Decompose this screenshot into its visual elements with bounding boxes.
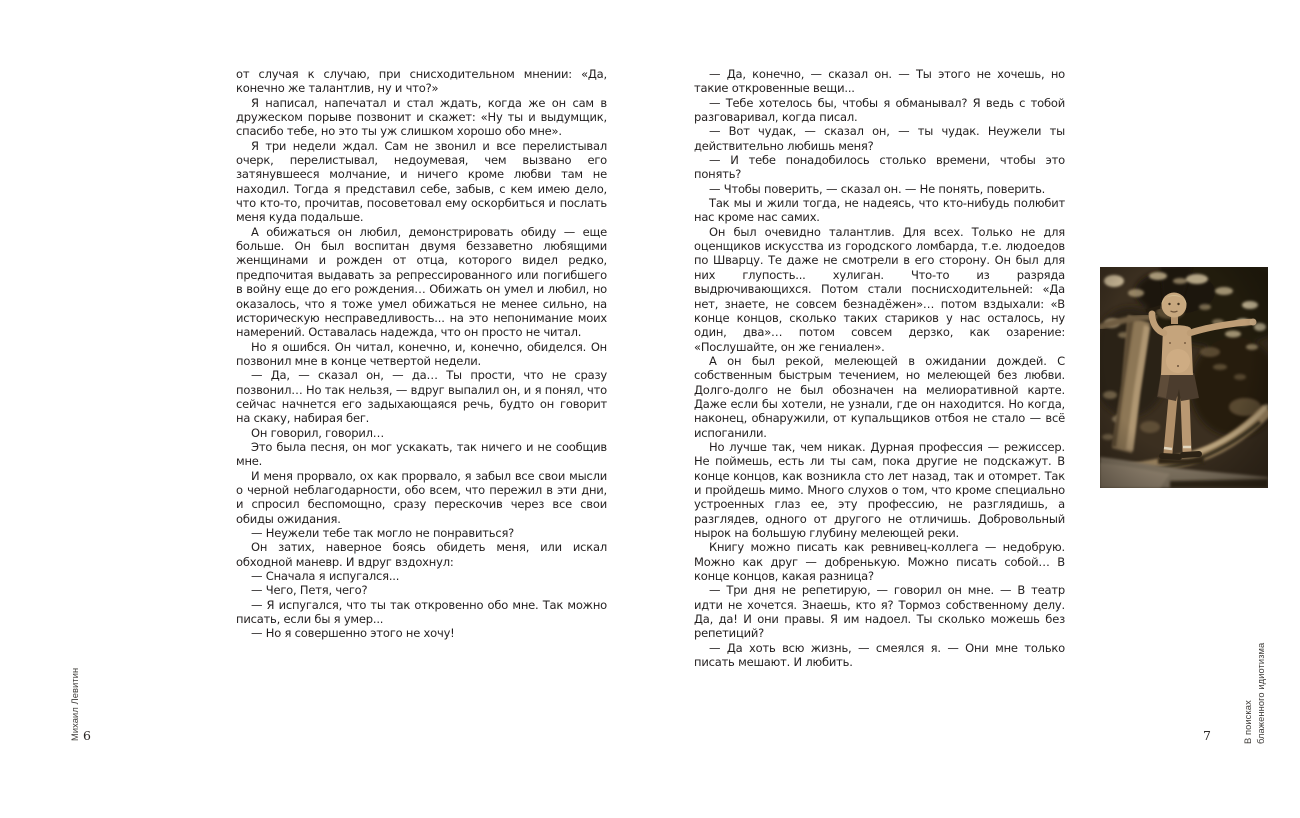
- paragraph: Но лучше так, чем никак. Дурная профессия — режиссер. Не поймешь, есть ли ты сам, пока другие не подскажут. В конце концов, как возникла сто лет назад, так и отомрет. Так и пройдешь мимо. Много слухов о том, что кроме специально устроенных глаз ее, эту профессию, не разглядишь, а разглядев, одного от другого не отличишь. Добровольный нырок на большую глубину мелеющей реки.: [694, 439, 1065, 540]
- paragraph: — Да, конечно, — сказал он. — Ты этого не хочешь, но такие откровенные вещи...: [694, 67, 1065, 96]
- paragraph: Но я ошибся. Он читал, конечно, и, конечно, обиделся. Он позвонил мне в конце четвертой недели.: [236, 339, 607, 368]
- paragraph: — Три дня не репетирую, — говорил он мне. — В театр идти не хочется. Знаешь, кто я? Тормоз собственному делу. Да, да! И они правы. Я им надоел. Ты сколько можешь без репетиций?: [694, 583, 1065, 641]
- page-number-right: 7: [1203, 728, 1211, 743]
- photo-boy-on-fallen-tree: [1100, 267, 1268, 488]
- paragraph: Он затих, наверное боясь обидеть меня, или искал обходной маневр. И вдруг вздохнул:: [236, 540, 607, 569]
- paragraph: — Сначала я испугался...: [251, 569, 400, 584]
- paragraph: Так мы и жили тогда, не надеясь, что кто-нибудь полюбит нас кроме нас самих.: [694, 196, 1065, 225]
- text-column-right: [694, 67, 1065, 669]
- paragraph: — Вот чудак, — сказал он, — ты чудак. Неужели ты действительно любишь меня?: [694, 124, 1065, 153]
- paragraph: — Я испугался, что ты так откровенно обо мне. Так можно писать, если бы я умер...: [236, 597, 607, 627]
- paragraph: — Чтобы поверить, — сказал он. — Не понять, поверить.: [709, 181, 1046, 196]
- paragraph: И меня прорвало, ох как прорвало, я забыл все свои мысли о черной неблагодарности, обо всем, что пережил в эти дни, и спросил беспомощно, сразу перескочив через все свои обиды ожидания.: [236, 468, 607, 526]
- book-title-margin-text: [1242, 643, 1267, 744]
- boy-photo-illustration: [1100, 267, 1268, 488]
- title-margin-line-2: блаженного идиотизма: [1255, 642, 1266, 744]
- paragraph: от случая к случаю, при снисходительном мнении: «Да, конечно же талантлив, ну и что?»: [236, 67, 607, 96]
- paragraph: — И тебе понадобилось столько времени, чтобы это понять?: [694, 153, 1065, 182]
- text-column-left: [236, 67, 607, 641]
- paragraph: — Чего, Петя, чего?: [251, 583, 368, 598]
- paragraph: — Неужели тебе так могло не понравиться?: [251, 526, 515, 540]
- paragraph: — Да, — сказал он, — да… Ты прости, что не сразу позвонил… Но так нельзя, — вдруг выпалил он, и я понял, что сейчас начнется его задыхающаяся речь, будто он говорит на скаку, набирая бег.: [236, 368, 607, 426]
- paragraph: А он был рекой, мелеющей в ожидании дождей. С собственным быстрым течением, но мелеющей без любви. Долго-долго не был обозначен на мелиоративной карте. Даже если бы хотели, не узнали, где он находится. Но когда, наконец, обнаружили, от купальщиков отбоя не стало — всё испоганили.: [694, 353, 1065, 440]
- paragraph: Он говорил, говорил…: [251, 425, 385, 440]
- paragraph: Он был очевидно талантлив. Для всех. Только не для оценщиков искусства из городского ломбарда, т.е. людоедов по Шварцу. Те даже не смотрели в его сторону. Он был для них глупость... хулиган. Что-то из разряда выдрючивающихся. Потом стали поснисходительней: «Да нет, знаете, не совсем безнадёжен»… потом вздыхали: «В конце концов, сколько таких стариков у нас осталось, ну один, два»… потом совсем дерзко, как озарение: «Послушайте, он же гениален».: [694, 224, 1065, 354]
- author-margin-text: Михаил Левитин: [70, 667, 80, 741]
- paragraph: Книгу можно писать как ревнивец-коллега — недобрую. Можно как друг — добренькую. Можно писать собой… В конце концов, какая разница?: [694, 540, 1065, 584]
- paragraph: — Но я совершенно этого не хочу!: [251, 626, 455, 641]
- page-number-left: 6: [83, 728, 91, 743]
- paragraph: Это была песня, он мог ускакать, так ничего и не сообщив мне.: [236, 439, 607, 469]
- paragraph: Я три недели ждал. Сам не звонил и все перелистывал очерк, перелистывал, недоумевая, чем вызвано его затянувшееся молчание, и ничего кроме любви там не находил. Тогда я представил себе, забыв, с кем имею дело, что кто-то, прочитав, посоветовал ему оскорбиться и послать меня куда подальше.: [236, 138, 607, 225]
- title-margin-line-1: В поисках: [1243, 700, 1253, 744]
- paragraph: А обижаться он любил, демонстрировать обиду — еще больше. Он был воспитан двумя беззаветно любящими женщинами и рожден от отца, которого видел редко, предпочитая выдавать за репрессированного или погибшего в войну еще до его рождения… Обижать он умел и любил, но оказалось, что я тоже умел обижаться не менее сильно, на историческую несправедливость... на это непонимание моих намерений. Оставалась надежда, что он просто не читал.: [236, 224, 607, 340]
- paragraph: Я написал, напечатал и стал ждать, когда же он сам в дружеском порыве позвонит и скажет: «Ну ты и выдумщик, спасибо тебе, но это ты уж слишком хорошо обо мне».: [236, 95, 607, 139]
- paragraph: — Тебе хотелось бы, чтобы я обманывал? Я ведь с тобой разговаривал, когда писал.: [694, 95, 1065, 125]
- paragraph: — Да хоть всю жизнь, — смеялся я. — Они мне только писать мешают. И любить.: [694, 640, 1065, 670]
